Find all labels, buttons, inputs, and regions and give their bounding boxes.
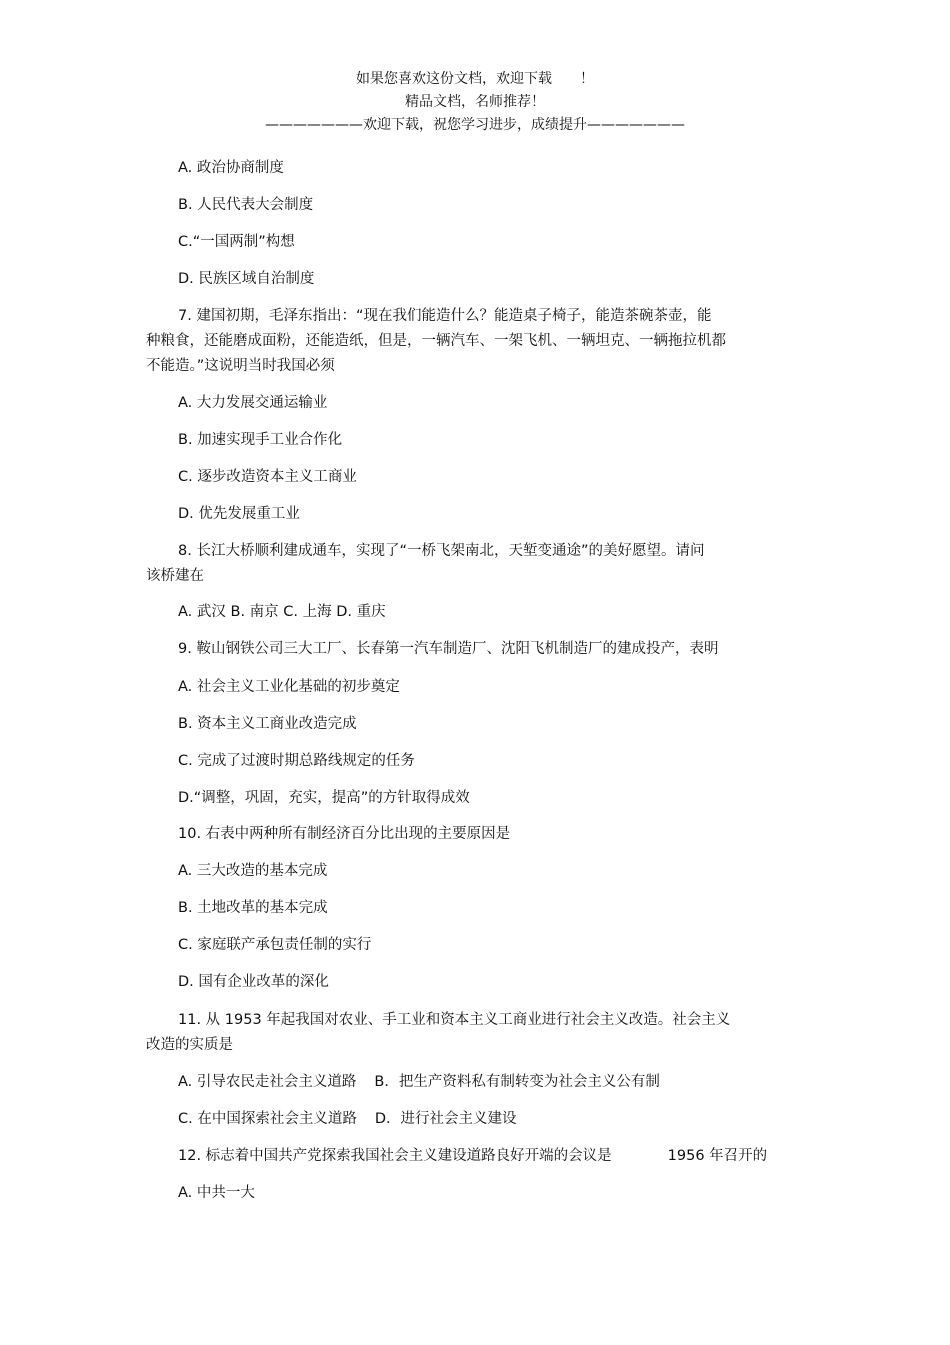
q10-option-a: A. 三大改造的基本完成 (178, 863, 328, 879)
q10-option-d: D. 国有企业改革的深化 (178, 974, 329, 990)
q7-option-d: D. 优先发展重工业 (178, 506, 300, 522)
q6-option-d: D. 民族区域自治制度 (178, 271, 315, 287)
q7-option-b: B. 加速实现手工业合作化 (178, 432, 343, 448)
q8-options: A. 武汉 B. 南京 C. 上海 D. 重庆 (178, 604, 386, 620)
q9-option-d: D.“调整，巩固，充实，提高”的方针取得成效 (178, 790, 470, 806)
q7-option-c: C. 逐步改造资本主义工商业 (178, 469, 357, 485)
q8-stem-line-2: 该桥建在 (146, 568, 204, 584)
q12-stem-part-2: 1956 年召开的 (667, 1148, 768, 1164)
q11-options-row-2 (178, 1109, 517, 1129)
q12-stem-part-1: 12. 标志着中国共产党探索我国社会主义建设道路良好开端的会议是 (178, 1148, 612, 1164)
q11-option-a: A. 引导农民走社会主义道路 (178, 1074, 357, 1090)
q11-stem-line-1: 11. 从 1953 年起我国对农业、手工业和资本主义工商业进行社会主义改造。社会主义 (178, 1012, 731, 1028)
q6-option-c: C.“一国两制”构想 (178, 234, 295, 250)
q10-stem: 10. 右表中两种所有制经济百分比出现的主要原因是 (178, 826, 511, 842)
q11-option-c: C. 在中国探索社会主义道路 (178, 1111, 357, 1127)
header-line-2: 精品文档，名师推荐！ (405, 94, 545, 110)
q11-option-d: D．进行社会主义建设 (374, 1111, 517, 1127)
q7-stem-line-1: 7. 建国初期，毛泽东指出：“现在我们能造什么？能造桌子椅子，能造茶碗茶壶，能 (178, 308, 712, 324)
q11-stem-line-2: 改造的实质是 (146, 1037, 233, 1053)
q7-option-a: A. 大力发展交通运输业 (178, 395, 328, 411)
q8-stem-line-1: 8. 长江大桥顺利建成通车，实现了“一桥飞架南北，天堑变通途”的美好愿望。请问 (178, 543, 705, 559)
q12-stem (178, 1146, 767, 1166)
q12-option-a: A. 中共一大 (178, 1185, 255, 1201)
q7-stem-line-2: 种粮食，还能磨成面粉，还能造纸，但是，一辆汽车、一架飞机、一辆坦克、一辆拖拉机都 (146, 333, 726, 349)
header-line-1: 如果您喜欢这份文档，欢迎下载 ！ (356, 71, 594, 87)
header-line-3: ———————欢迎下载，祝您学习进步，成绩提升——————— (265, 117, 685, 133)
q9-option-a: A. 社会主义工业化基础的初步奠定 (178, 679, 400, 695)
page-header (0, 68, 950, 137)
q7-stem-line-3: 不能造。”这说明当时我国必须 (146, 358, 335, 374)
q6-option-a: A. 政治协商制度 (178, 160, 284, 176)
q10-option-c: C. 家庭联产承包责任制的实行 (178, 937, 372, 953)
q9-option-c: C. 完成了过渡时期总路线规定的任务 (178, 753, 415, 769)
q9-stem: 9. 鞍山钢铁公司三大工厂、长春第一汽车制造厂、沈阳飞机制造厂的建成投产，表明 (178, 641, 719, 657)
q6-option-b: B. 人民代表大会制度 (178, 197, 314, 213)
q11-option-b: B．把生产资料私有制转变为社会主义公有制 (374, 1074, 660, 1090)
q11-options-row-1 (178, 1072, 660, 1092)
q10-option-b: B. 土地改革的基本完成 (178, 900, 328, 916)
q9-option-b: B. 资本主义工商业改造完成 (178, 716, 357, 732)
